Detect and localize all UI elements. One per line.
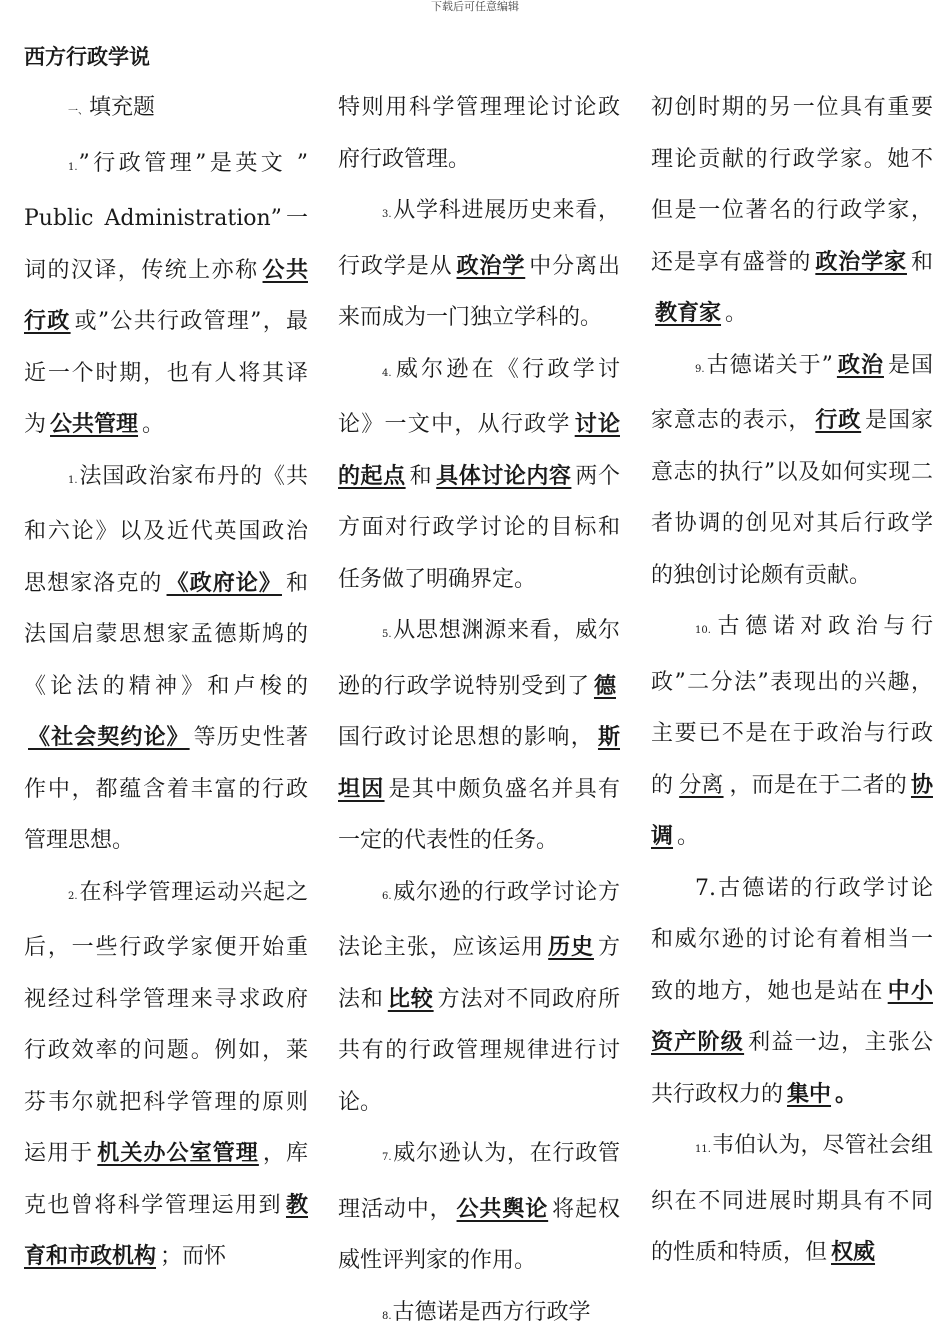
answer-blank: 机关办公室管理: [97, 1141, 259, 1166]
question-4: 4.威尔逊在《行政学讨论》一文中，从行政学 讨论的起点 和 具体讨论内容 两个方面对行政学讨论的目标和任务做了明确界定。: [338, 356, 620, 592]
column-2: [338, 82, 620, 1342]
question-9: 9.古德诺关于” 政治 是国家意志的表示， 行政 是国家意志的执行”以及如何实现二者协调的创见对其后行政学的独创讨论颇有贡献。: [651, 352, 933, 588]
answer-blank: 协调: [651, 772, 933, 849]
answer-blank: 教育家: [655, 301, 722, 326]
page-header: 下载后可任意编辑: [431, 0, 519, 13]
answer-blank: 权威: [831, 1240, 876, 1265]
answer-blank: 公共舆论: [456, 1196, 549, 1222]
question-10: 10.古德诺对政治与行政”二分法”表现出的兴趣，主要已不是在于政治与行政的 分离 ，而是在于二者的 协调 。: [651, 614, 933, 849]
question-2: 2.在科学管理运动兴起之后，一些行政学家便开始重视经过科学管理来寻求政府行政效率的问题。例如，莱芬韦尔就把科学管理的原则运用于 机关办公室管理 ，库克也曾将科学管理运用到 教育和市政机构 ；而怀: [24, 879, 308, 1269]
question-8: 8.古德诺是西方行政学: [382, 1299, 591, 1325]
answer-blank: 德: [593, 673, 616, 699]
question-11: 11.韦伯认为，尽管社会组织在不同进展时期具有不同的性质和特质，但 权威: [651, 1133, 933, 1265]
answer-blank: 《政府论》: [166, 570, 282, 596]
section-heading: 一、填充题: [68, 95, 156, 120]
answer-blank: 历史: [548, 935, 594, 960]
answer-blank: 讨论的起点: [338, 412, 620, 489]
answer-blank: 公共行政: [24, 257, 308, 334]
answer-blank: 政治学: [456, 253, 526, 279]
answer-blank: 《社会契约论》: [28, 725, 190, 750]
question-5: 5.从思想渊源来看，威尔逊的行政学说特别受到了 德国行政讨论思想的影响， 斯坦因 是其中颇负盛名并具有一定的代表性的任务。: [338, 618, 620, 853]
question-2-continued: 特则用科学管理理论讨论政府行政管理。: [338, 95, 620, 172]
answer-blank: 政治学家: [815, 249, 907, 275]
question-6: 6.威尔逊的行政学讨论方法论主张，应该运用 历史 方法和 比较 方法对不同政府所共有的行政管理规律进行讨论。: [338, 879, 620, 1115]
answer-blank: 分离: [679, 772, 724, 798]
question-7: 7.威尔逊认为，在行政管理活动中， 公共舆论 将起权威性评判家的作用。: [338, 1141, 620, 1273]
column-3: [651, 82, 933, 1279]
document-title: 西方行政学说: [24, 44, 150, 69]
column-1: [24, 82, 308, 1283]
answer-blank: 中小资产阶级: [651, 978, 933, 1055]
question-1: 1.”行政管理”是英文 ” Public Administration”一词的汉译，传统上亦称 公共行政 或”公共行政管理”，最近一个时期，也有人将其译为 公共管理 。: [24, 150, 308, 437]
question-1b: 1.法国政治家布丹的《共和六论》以及近代英国政治思想家洛克的 《政府论》 和法国启蒙思想家孟德斯鸠的《论法的精神》和卢梭的《社会契约论》 等历史性著作中，都蕴含着丰富的行政管理思想。: [24, 463, 308, 853]
answer-blank: 公共管理: [50, 412, 139, 437]
answer-blank: 政治: [836, 352, 884, 378]
answer-blank: 具体讨论内容: [436, 463, 572, 489]
question-7b: 7.古德诺的行政学讨论和威尔逊的讨论有着相当一致的地方，她也是站在 中小资产阶级 利益一边，主张公共行政权力的 集中 。: [651, 875, 933, 1107]
answer-blank: 比较: [387, 986, 434, 1012]
answer-blank: 行政: [815, 408, 862, 433]
answer-blank: 集中: [787, 1081, 832, 1107]
answer-blank: 斯坦因: [338, 725, 620, 802]
question-8-continued: 初创时期的另一位具有重要理论贡献的行政学家。她不但是一位著名的行政学家，还是享有盛誉的 政治学家 和教育家 。: [651, 95, 933, 326]
question-3: 3.从学科进展历史来看，行政学是从 政治学 中分离出来而成为一门独立学科的。: [338, 198, 620, 330]
answer-blank: 教育和市政机构: [24, 1192, 308, 1269]
